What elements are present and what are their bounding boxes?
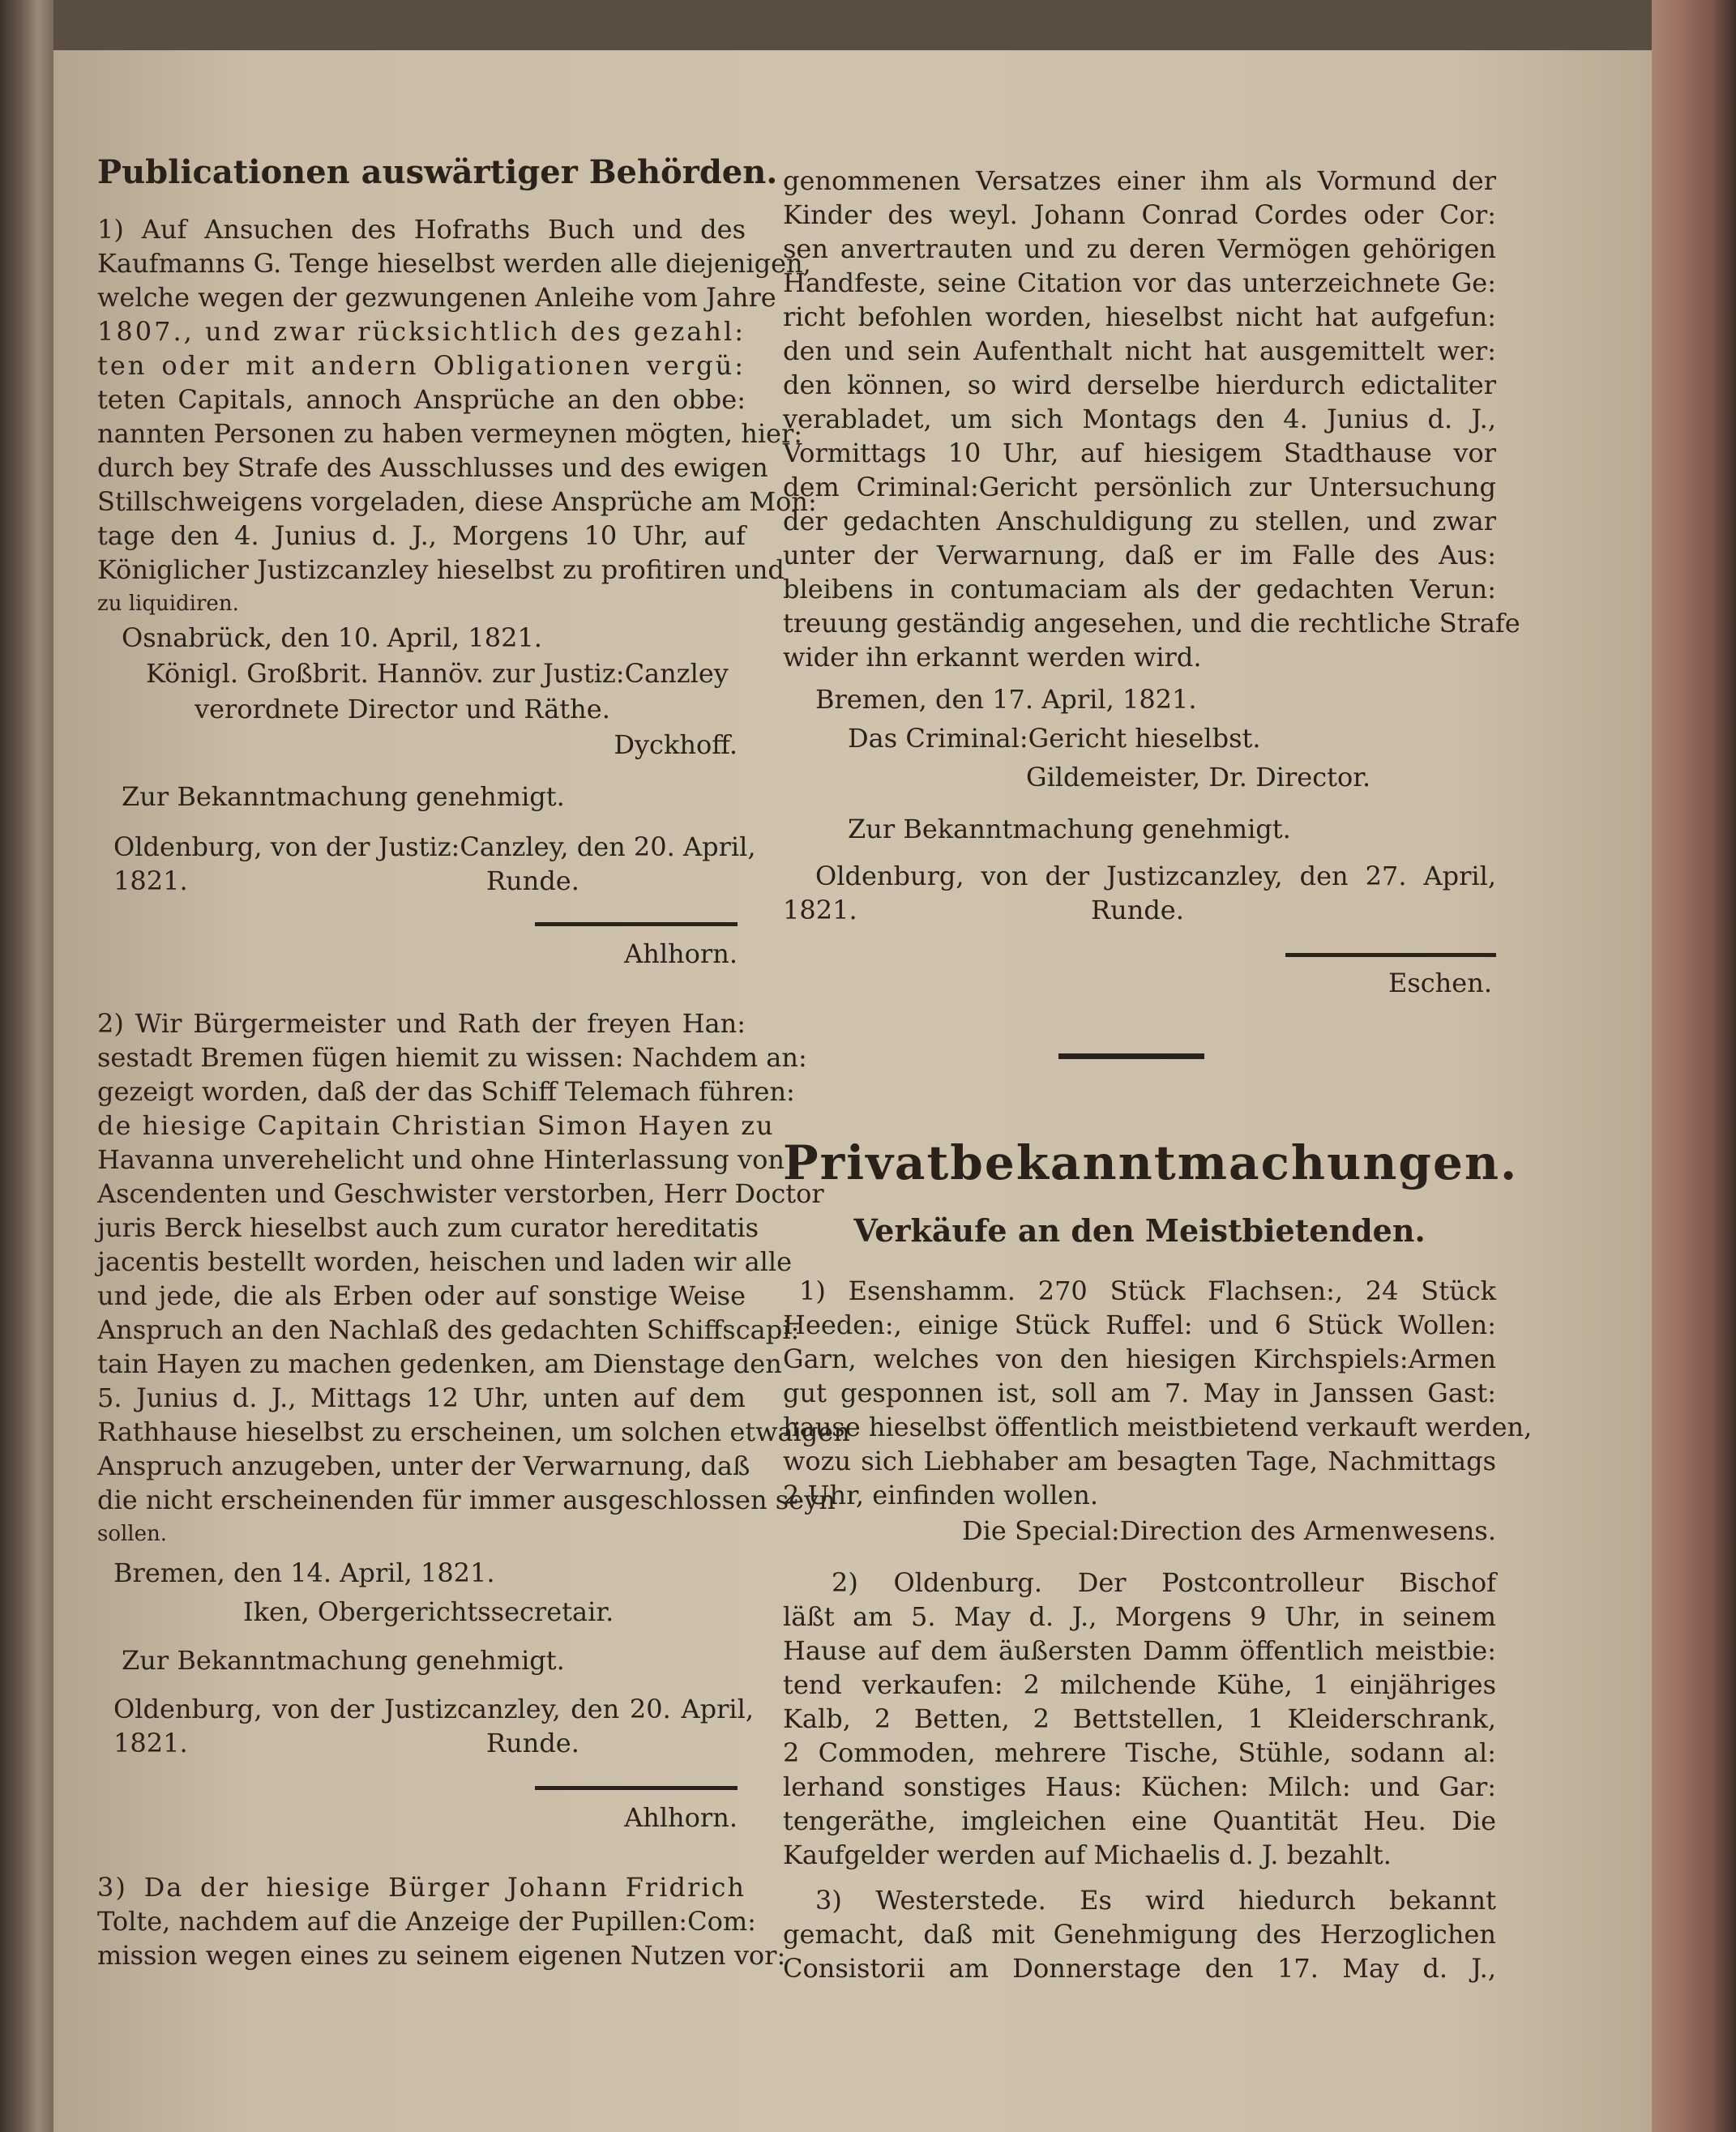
notice1-line: 1807., und zwar rücksichtlich des gezahl: <box>97 316 746 347</box>
previous-page-edge <box>0 0 53 2132</box>
section-heading-private-notices: Privatbekanntmachungen. <box>783 1135 1519 1190</box>
sale2-line: läßt am 5. May d. J., Morgens 9 Uhr, in seinem <box>783 1601 1496 1632</box>
notice1-place-date: Osnabrück, den 10. April, 1821. <box>122 622 542 653</box>
separator-rule <box>535 922 738 926</box>
heading-publications: Publicationen auswärtiger Behörden. <box>97 153 778 191</box>
approval-year: 1821. <box>783 895 857 925</box>
notice2-line: juris Berck hieselbst auch zum curator hereditatis <box>97 1212 759 1243</box>
notice1-line: 1) Auf Ansuchen des Hofraths Buch und des <box>97 214 746 245</box>
notice2-line: Havanna unverehelicht und ohne Hinterlassung von <box>97 1144 785 1175</box>
notice2-line: Anspruch an den Nachlaß des gedachten Schiffscapi: <box>97 1314 800 1345</box>
approval-year: 1821. <box>113 1728 188 1758</box>
notice2-line: sestadt Bremen fügen hiemit zu wissen: Nachdem an: <box>97 1042 807 1073</box>
notice1-line: Königlicher Justizcanzley hieselbst zu profitiren und <box>97 554 785 585</box>
separator-rule <box>1285 953 1496 957</box>
sale1-line: Heeden:, einige Stück Ruffel: und 6 Stück Wollen: <box>783 1310 1496 1340</box>
notice1-line: tage den 4. Junius d. J., Morgens 10 Uhr, auf <box>97 520 746 551</box>
notice2-countersign: Ahlhorn. <box>624 1802 738 1833</box>
sale2-line: Kaufgelder werden auf Michaelis d. J. bezahlt. <box>783 1839 1392 1870</box>
continuation-line: Handfeste, seine Citation vor das unterzeichnete Ge: <box>783 267 1496 298</box>
notice1-line: zu liquidiren. <box>97 592 239 616</box>
sale3-line: Consistorii am Donnerstage den 17. May d. J., <box>783 1953 1496 1984</box>
approval-note: Zur Bekanntmachung genehmigt. <box>848 814 1291 844</box>
notice2-line: die nicht erscheinenden für immer ausgeschlossen seyn <box>97 1485 836 1515</box>
scan-top-band <box>53 0 1652 50</box>
continuation-line: unter der Verwarnung, daß er im Falle des Aus: <box>783 540 1496 570</box>
continuation-line: der gedachten Anschuldigung zu stellen, und zwar <box>783 506 1496 536</box>
notice2-line: de hiesige Capitain Christian Simon Hayen zu <box>97 1110 775 1141</box>
notice1-authority: verordnete Director und Räthe. <box>195 694 610 724</box>
notice1-line: durch bey Strafe des Ausschlusses und des ewigen <box>97 452 768 483</box>
sale2-line: 2) Oldenburg. Der Postcontrolleur Bischof <box>832 1567 1496 1598</box>
section-subheading: Verkäufe an den Meistbietenden. <box>853 1212 1426 1249</box>
approval-year: 1821. <box>113 865 188 896</box>
right-signature: Gildemeister, Dr. Director. <box>1026 762 1371 793</box>
approval-name: Runde. <box>1091 895 1184 925</box>
continuation-line: dem Criminal:Gericht persönlich zur Untersuchung <box>783 472 1496 502</box>
separator-rule <box>535 1786 738 1790</box>
notice1-signature: Dyckhoff. <box>614 729 738 760</box>
continuation-line: den und sein Aufenthalt nicht hat ausgemittelt wer: <box>783 335 1496 366</box>
notice2-signature: Iken, Obergerichtssecretair. <box>243 1596 614 1627</box>
book-page-edges <box>1652 0 1736 2132</box>
section-divider <box>1058 1053 1204 1059</box>
continuation-line: treuung geständig angesehen, und die rechtliche Strafe <box>783 608 1520 639</box>
continuation-line: richt befohlen worden, hieselbst nicht hat aufgefun: <box>783 301 1496 332</box>
notice1-line: teten Capitals, annoch Ansprüche an den obbe: <box>97 384 746 415</box>
continuation-line: verabladet, um sich Montags den 4. Junius d. J., <box>783 404 1496 434</box>
notice2-line: sollen. <box>97 1522 168 1546</box>
approval-name: Runde. <box>486 1728 579 1758</box>
notice2-line: 2) Wir Bürgermeister und Rath der freyen Han: <box>97 1008 746 1039</box>
sale2-line: 2 Commoden, mehrere Tische, Stühle, sodann al: <box>783 1737 1496 1768</box>
newspaper-page <box>53 50 1652 2132</box>
right-place-date: Bremen, den 17. April, 1821. <box>815 684 1197 715</box>
notice3-line: mission wegen eines zu seinem eigenen Nutzen vor: <box>97 1940 786 1971</box>
notice1-line: Kaufmanns G. Tenge hieselbst werden alle diejenigen, <box>97 248 811 279</box>
continuation-line: bleibens in contumaciam als der gedachten Verun: <box>783 574 1496 605</box>
sale1-line: hause hieselbst öffentlich meistbietend verkauft werden, <box>783 1412 1533 1442</box>
notice2-line: Anspruch anzugeben, unter der Verwarnung, daß <box>97 1451 750 1481</box>
notice3-line: Tolte, nachdem auf die Anzeige der Pupillen:Com: <box>97 1906 756 1937</box>
notice2-line: jacentis bestellt worden, heischen und laden wir alle <box>97 1246 793 1277</box>
notice2-place-date: Bremen, den 14. April, 1821. <box>113 1557 495 1588</box>
approval-place: Oldenburg, von der Justiz:Canzley, den 20. April, <box>113 831 756 862</box>
sale1-line: 1) Esenshamm. 270 Stück Flachsen:, 24 Stück <box>799 1275 1496 1306</box>
notice3-line: 3) Da der hiesige Bürger Johann Fridrich <box>97 1872 746 1903</box>
continuation-line: Kinder des weyl. Johann Conrad Cordes oder Cor: <box>783 199 1496 230</box>
approval-note: Zur Bekanntmachung genehmigt. <box>122 781 565 812</box>
continuation-line: genommenen Versatzes einer ihm als Vormund der <box>783 165 1496 196</box>
approval-note: Zur Bekanntmachung genehmigt. <box>122 1645 565 1676</box>
continuation-line: den können, so wird derselbe hierdurch edictaliter <box>783 370 1496 400</box>
notice1-line: welche wegen der gezwungenen Anleihe vom Jahre <box>97 282 776 313</box>
sale1-line: 2 Uhr, einfinden wollen. <box>783 1480 1099 1510</box>
approval-name: Runde. <box>486 865 579 896</box>
notice1-line: nannten Personen zu haben vermeynen mögten, hier: <box>97 418 803 449</box>
sale1-line: gut gesponnen ist, soll am 7. May in Janssen Gast: <box>783 1378 1496 1408</box>
sale2-line: tend verkaufen: 2 milchende Kühe, 1 einjähriges <box>783 1669 1496 1700</box>
sale2-line: lerhand sonstiges Haus: Küchen: Milch: und Gar: <box>783 1771 1496 1802</box>
approval-place: Oldenburg, von der Justizcanzley, den 20. April, <box>113 1694 754 1724</box>
approval-place: Oldenburg, von der Justizcanzley, den 27. April, <box>815 861 1496 891</box>
sale2-line: Hause auf dem äußersten Damm öffentlich meistbie: <box>783 1635 1496 1666</box>
sale3-line: gemacht, daß mit Genehmigung des Herzoglichen <box>783 1919 1496 1950</box>
continuation-line: sen anvertrauten und zu deren Vermögen gehörigen <box>783 233 1496 264</box>
sale1-line: wozu sich Liebhaber am besagten Tage, Nachmittags <box>783 1446 1496 1476</box>
notice1-authority: Königl. Großbrit. Hannöv. zur Justiz:Canzley <box>146 658 729 689</box>
notice1-countersign: Ahlhorn. <box>624 938 738 969</box>
right-countersign: Eschen. <box>1388 968 1492 998</box>
right-court: Das Criminal:Gericht hieselbst. <box>848 723 1261 754</box>
sale2-line: Kalb, 2 Betten, 2 Bettstellen, 1 Kleiderschrank, <box>783 1703 1496 1734</box>
sale1-line: Garn, welches von den hiesigen Kirchspiels:Armen <box>783 1344 1496 1374</box>
continuation-line: Vormittags 10 Uhr, auf hiesigem Stadthause vor <box>783 438 1496 468</box>
continuation-line: wider ihn erkannt werden wird. <box>783 642 1202 673</box>
notice2-line: Rathhause hieselbst zu erscheinen, um solchen etwaigen <box>97 1416 850 1447</box>
notice1-line: ten oder mit andern Obligationen vergü: <box>97 350 746 381</box>
sale3-line: 3) Westerstede. Es wird hiedurch bekannt <box>815 1885 1496 1916</box>
notice2-line: und jede, die als Erben oder auf sonstige Weise <box>97 1280 746 1311</box>
notice1-line: Stillschweigens vorgeladen, diese Ansprüche am Mon: <box>97 486 817 517</box>
sale2-line: tengeräthe, imgleichen eine Quantität Heu. Die <box>783 1805 1496 1836</box>
notice2-line: Ascendenten und Geschwister verstorben, Herr Doctor <box>97 1178 824 1209</box>
notice2-line: gezeigt worden, daß der das Schiff Telemach führen: <box>97 1076 795 1107</box>
notice2-line: tain Hayen zu machen gedenken, am Dienstage den <box>97 1348 782 1379</box>
notice2-line: 5. Junius d. J., Mittags 12 Uhr, unten auf dem <box>97 1382 746 1413</box>
sale1-signature: Die Special:Direction des Armenwesens. <box>962 1515 1496 1546</box>
